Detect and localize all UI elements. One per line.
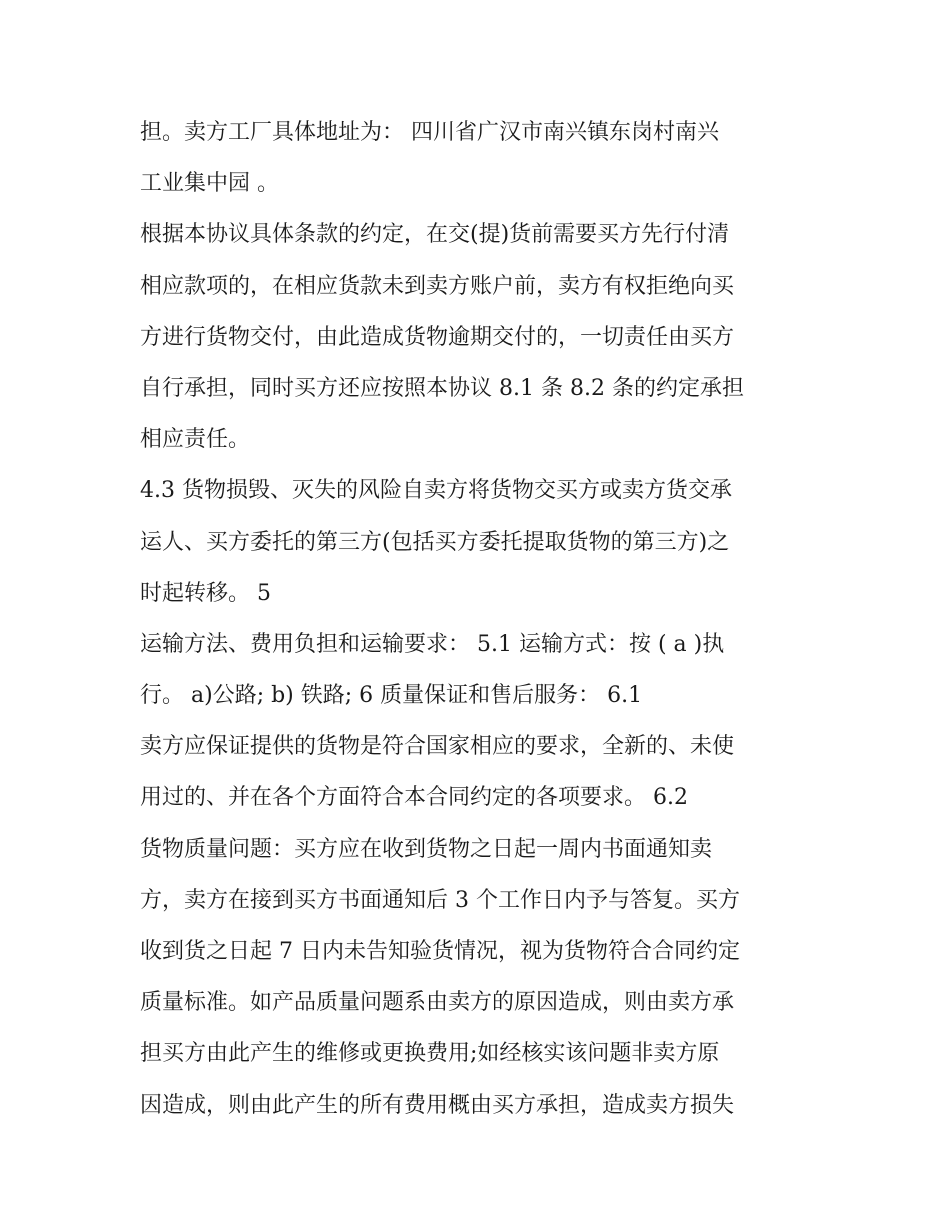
text-line: 担。卖方工厂具体地址为： 四川省广汉市南兴镇东岗村南兴 <box>140 120 719 145</box>
text-line: 自行承担，同时买方还应按照本协议 8.1 条 8.2 条的约定承担 <box>140 375 744 401</box>
text-line: 根据本协议具体条款的约定，在交(提)货前需要买方先行付清 <box>140 222 730 248</box>
text-line: 方，卖方在接到买方书面通知后 3 个工作日内予与答复。买方 <box>140 887 740 913</box>
contract-text-body <box>140 107 840 1131</box>
text-line: 因造成，则由此产生的所有费用概由买方承担，造成卖方损失 <box>140 1092 735 1118</box>
text-line: 卖方应保证提供的货物是符合国家相应的要求，全新的、未使 <box>140 734 735 760</box>
text-line: 行。 a)公路; b) 铁路; 6 质量保证和售后服务： 6.1 <box>140 683 643 709</box>
text-line: 4.3 货物损毁、灭失的风险自卖方将货物交买方或卖方货交承 <box>140 478 732 504</box>
text-line: 相应责任。 <box>140 427 251 453</box>
text-line: 运人、买方委托的第三方(包括买方委托提取货物的第三方)之 <box>140 529 730 555</box>
text-line: 质量标准。如产品质量问题系由卖方的原因造成，则由卖方承 <box>140 990 735 1016</box>
text-line: 工业集中园 。 <box>140 171 279 197</box>
text-line: 方进行货物交付，由此造成货物逾期交付的，一切责任由买方 <box>140 324 735 350</box>
text-line: 担买方由此产生的维修或更换费用;如经核实该问题非卖方原 <box>140 1041 720 1067</box>
text-line: 相应款项的，在相应货款未到卖方账户前，卖方有权拒绝向买 <box>140 273 735 299</box>
text-line: 收到货之日起 7 日内未告知验货情况，视为货物符合合同约定 <box>140 939 740 964</box>
text-line: 运输方法、费用负担和运输要求： 5.1 运输方式：按 ( a )执 <box>140 631 725 657</box>
text-line: 时起转移。 5 <box>140 580 271 606</box>
text-line: 货物质量问题：买方应在收到货物之日起一周内书面通知卖 <box>140 836 713 862</box>
text-line: 用过的、并在各个方面符合本合同约定的各项要求。 6.2 <box>140 785 688 811</box>
